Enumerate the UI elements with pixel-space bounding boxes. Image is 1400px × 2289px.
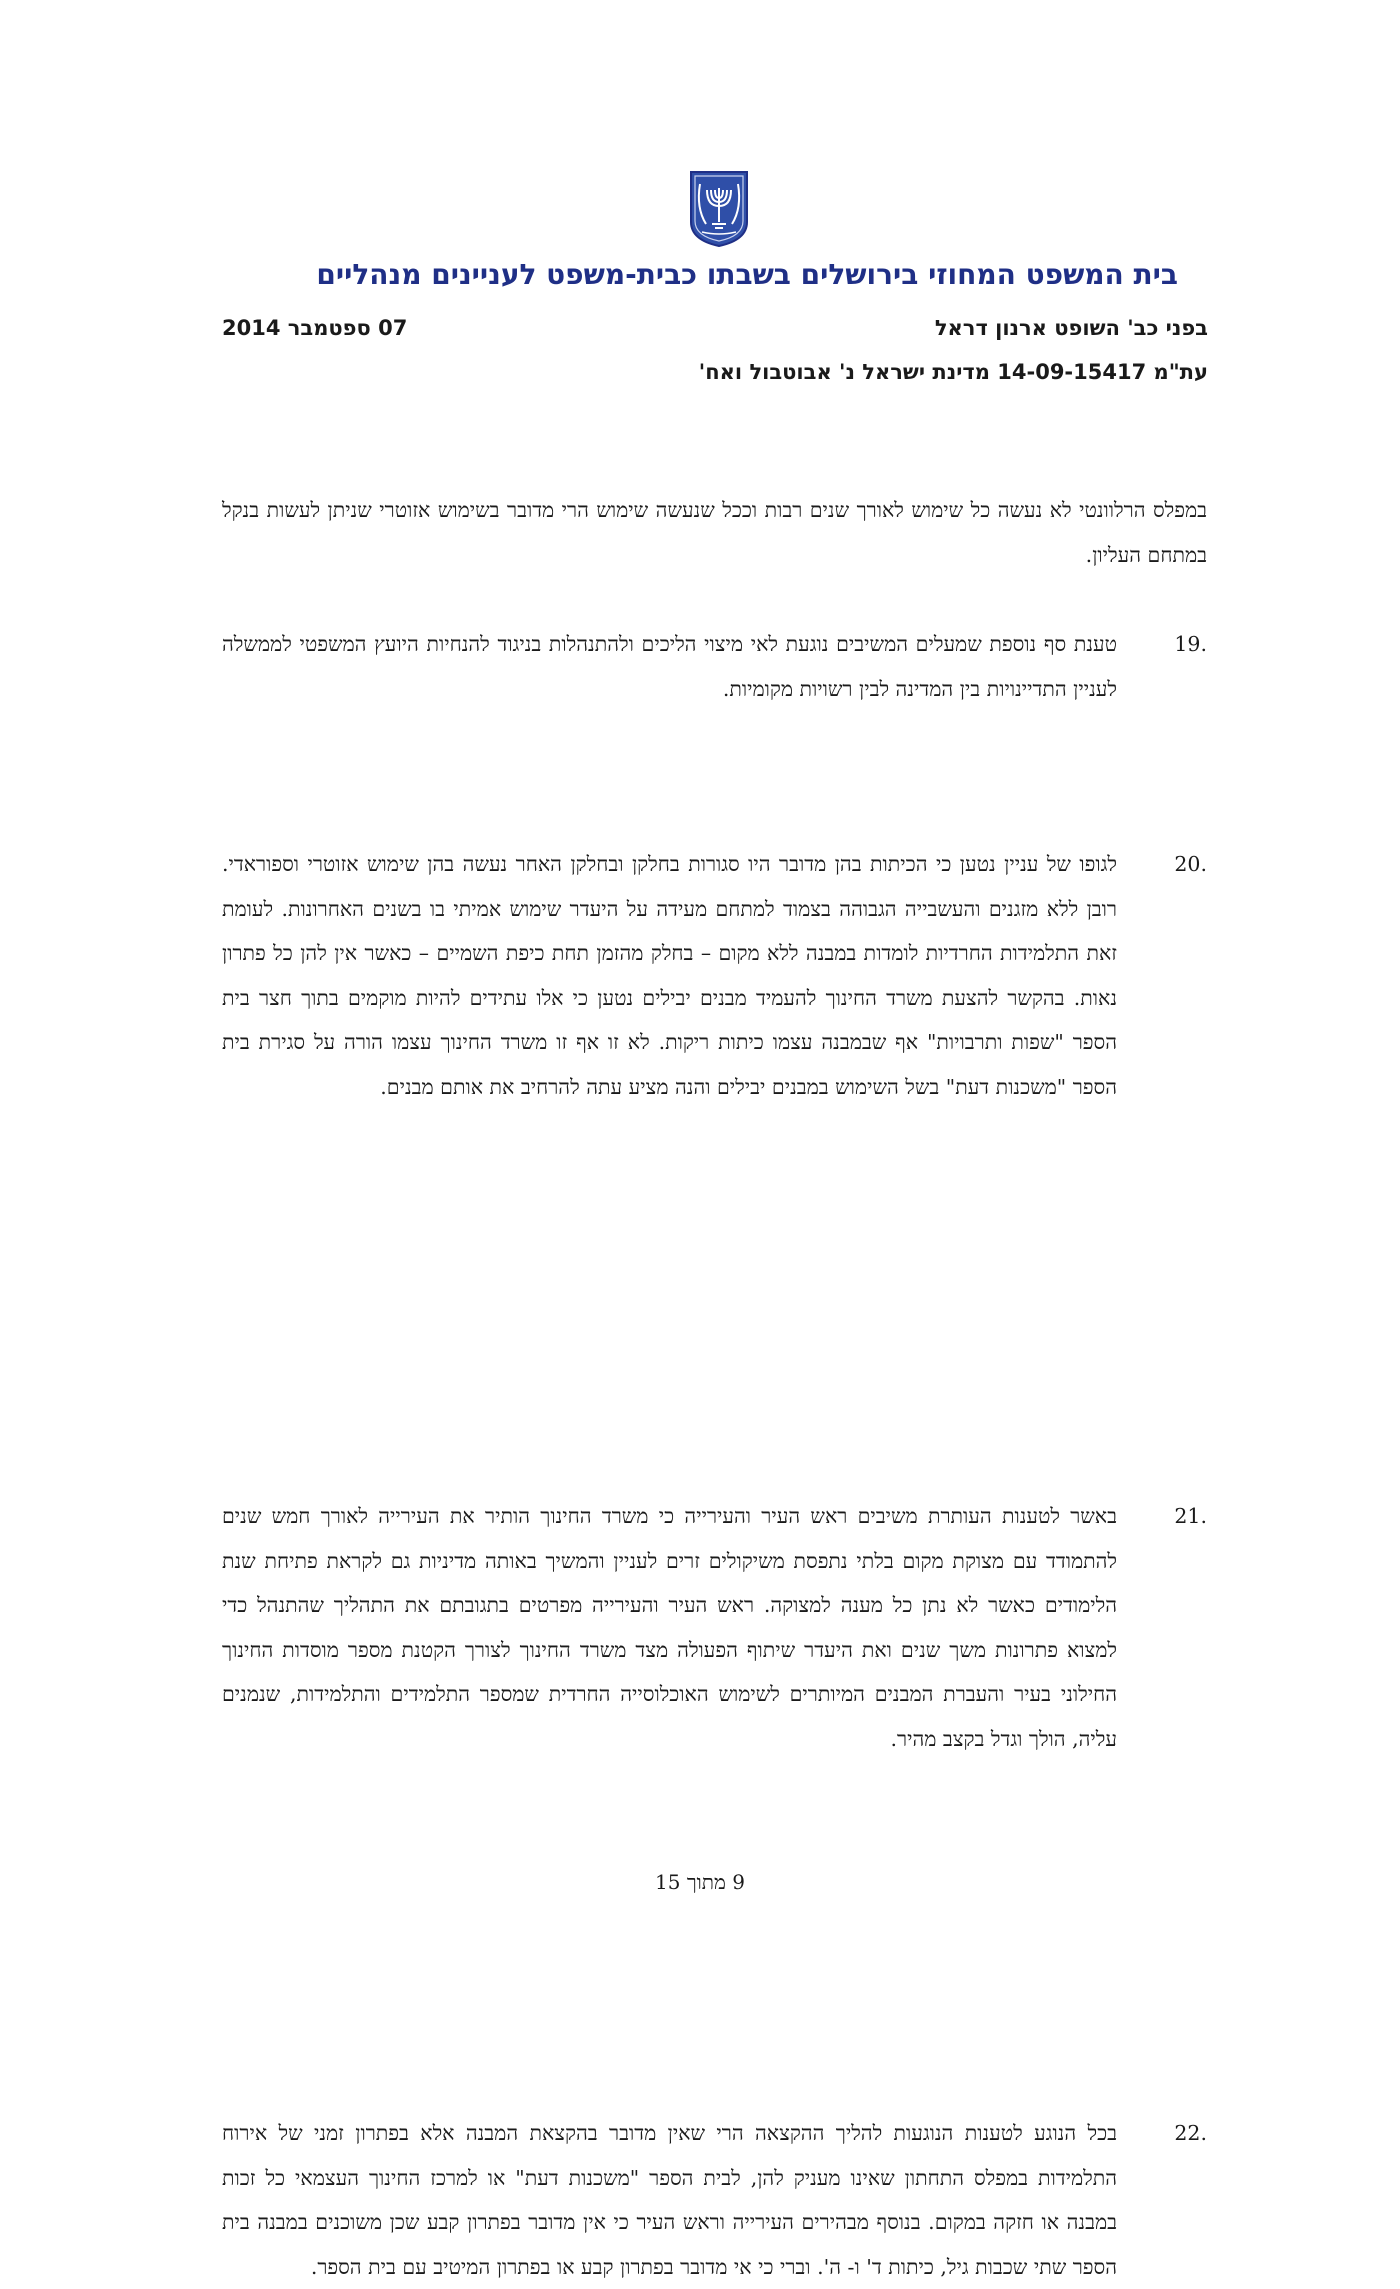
paragraph-text: בכל הנוגע לטענות הנוגעות להליך ההקצאה הרי שאין מדובר בהקצאת המבנה אלא בפתרון זמני של אירוח התלמידות במפלס התחתון שאינו מעניק להן, לבית הספר "משכנות דעת" או למרכז החינוך העצמאי כל זכות במבנה או חזקה במקום. בנוסף מבהירים העירייה וראש העיר כי אין מדובר בפתרון קבע שכן משוכנים במבנה בית הספר שתי שכבות גיל, כיתות ד' ו- ה'. וברי כי אי מדובר בפתרון קבע או בפתרון המיטיב עם בית הספר. bbox=[222, 2121, 1117, 2279]
hearing-date: 07 ספטמבר 2014 bbox=[222, 316, 408, 340]
paragraph-text: באשר לטענות העותרת משיבים ראש העיר והעירייה כי משרד החינוך הותיר את העירייה לאורך חמש שנים להתמודד עם מצוקת מקום בלתי נתפסת משיקולים זרים לעניין והמשיך באותה מדיניות גם לקראת פתיחת שנת הלימודים כאשר לא נתן כל מענה למצוקה. ראש העיר והעירייה מפרטים בתגובתם את התהליך שהתנהל כדי למצוא פתרונות משך שנים ואת היעדר שיתוף הפעולה מצד משרד החינוך לצורך הקטנת מספר מוסדות החינוך החילוני בעיר והעברת המבנים המיותרים לשימוש האוכלוסייה החרדית שמספר התלמידים והתלמידות, שנמנים עליה, הולך וגדל בקצב מהיר. bbox=[222, 1504, 1117, 1751]
page-indicator: 9 מתוך 15 bbox=[655, 1870, 745, 1894]
judge-name: בפני כב' השופט ארנון דראל bbox=[934, 316, 1208, 340]
paragraph-number: 20. bbox=[1174, 852, 1207, 876]
paragraph-text: במפלס הרלוונטי לא נעשה כל שימוש לאורך שנים רבות וככל שנעשה שימוש הרי מדובר בשימוש אזוטרי שניתן לעשות בנקל במתחם העליון. bbox=[222, 498, 1207, 567]
paragraph-number: 19. bbox=[1174, 632, 1207, 656]
intro-paragraph bbox=[222, 488, 1207, 577]
court-title: בית המשפט המחוזי בירושלים בשבתו כבית-משפט לעניינים מנהליים bbox=[316, 258, 1178, 291]
state-emblem-icon bbox=[688, 170, 750, 248]
paragraph-text: לגופו של עניין נטען כי הכיתות בהן מדובר היו סגורות בחלקן ובחלקן האחר נעשה בהן שימוש אזוטרי וספוראדי. רובן ללא מזגנים והעשבייה הגבוהה בצמוד למתחם מעידה על היעדר שימוש אמיתי בו בשנים האחרונות. לעומת זאת התלמידות החרדיות לומדות במבנה ללא מקום – בחלק מהזמן תחת כיפת השמיים – כאשר אין להן כל פתרון נאות. בהקשר להצעת משרד החינוך להעמיד מבנים יבילים נטען כי אלו עתידים להיות מוקמים בתוך חצר בית הספר "שפות ותרבויות" אף שבמבנה עצמו כיתות ריקות. לא זו אף זו משרד החינוך עצמו הורה על סגירת בית הספר "משכנות דעת" בשל השימוש במבנים יבילים והנה מציע עתה להרחיב את אותם מבנים. bbox=[222, 852, 1117, 1099]
paragraph-19 bbox=[222, 622, 1207, 711]
paragraph-22 bbox=[222, 2111, 1207, 2289]
paragraph-text: טענת סף נוספת שמעלים המשיבים נוגעת לאי מיצוי הליכים ולהתנהלות בניגוד להנחיות היועץ המשפטי לממשלה לעניין התדיינויות בין המדינה לבין רשויות מקומיות. bbox=[222, 632, 1117, 701]
paragraph-21 bbox=[222, 1494, 1207, 1761]
paragraph-number: 22. bbox=[1174, 2121, 1207, 2145]
paragraph-20 bbox=[222, 842, 1207, 1109]
case-number: עת"מ 14-09-15417 מדינת ישראל נ' אבוטבול ואח' bbox=[698, 360, 1208, 384]
paragraph-number: 21. bbox=[1174, 1504, 1207, 1528]
